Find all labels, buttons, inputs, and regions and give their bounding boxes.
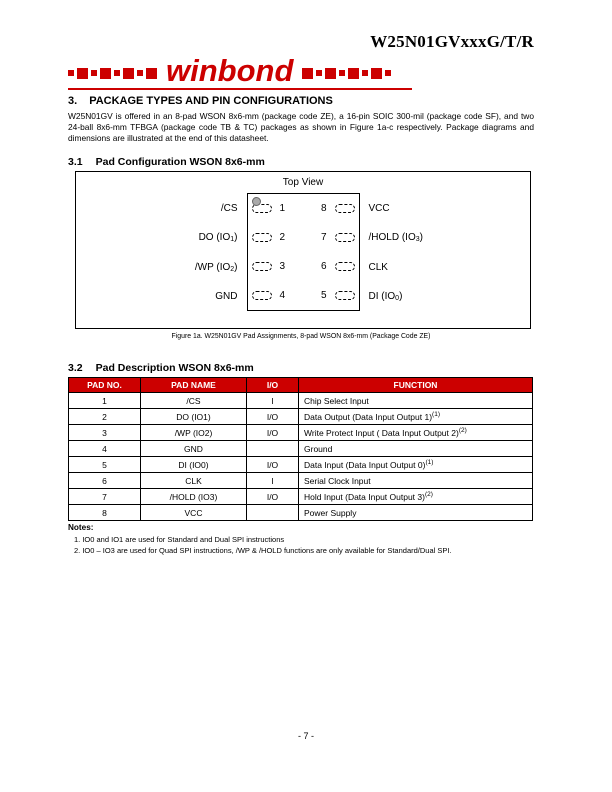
- table-row: [69, 393, 533, 409]
- cell-io: I/O: [247, 409, 299, 425]
- package-pin-row: [248, 223, 359, 252]
- diagram-title: Top View: [282, 177, 324, 188]
- section-3-2-heading: [68, 362, 254, 374]
- cell-function: Chip Select Input: [299, 393, 533, 409]
- section-3-2-number: 3.2: [68, 362, 83, 374]
- pin-number: 8: [320, 203, 327, 214]
- table-row: [69, 425, 533, 441]
- pin-label-wp: /WP (IO $_2$ ): [194, 261, 238, 273]
- note-item: 1. IO0 and IO1 are used for Standard and Dual SPI instructions: [74, 535, 285, 544]
- cell-pad-name: /CS: [141, 393, 247, 409]
- cell-function: Serial Clock Input: [299, 473, 533, 489]
- cell-function: Power Supply: [299, 505, 533, 521]
- pin-number: 7: [320, 232, 327, 243]
- pad-shape: [252, 233, 272, 242]
- cell-io: I: [247, 393, 299, 409]
- document-part-number: W25N01GVxxxG/T/R: [370, 32, 534, 51]
- cell-pad-name: /WP (IO2): [141, 425, 247, 441]
- section-3-1-number: 3.1: [68, 156, 83, 168]
- table-row: [69, 473, 533, 489]
- pin-label-clk: CLK: [368, 261, 388, 273]
- cell-function: Ground: [299, 441, 533, 457]
- table-row: [69, 457, 533, 473]
- table-row: [69, 409, 533, 425]
- cell-pad-name: DI (IO0): [141, 457, 247, 473]
- cell-pad-no: 4: [69, 441, 141, 457]
- cell-pad-no: 2: [69, 409, 141, 425]
- cell-function: Hold Input (Data Input Output 3)$^{(2)}$: [299, 489, 533, 505]
- cell-io: I/O: [247, 489, 299, 505]
- cell-pad-name: DO (IO1): [141, 409, 247, 425]
- pad-shape: [335, 204, 355, 213]
- pin-label-vcc: VCC: [368, 203, 390, 215]
- figure-caption: Figure 1a. W25N01GV Pad Assignments, 8-pad WSON 8x6-mm (Package Code ZE): [171, 333, 431, 340]
- pin-label-hold: /HOLD (IO $_3$ ): [368, 232, 423, 244]
- header-function: FUNCTION: [299, 378, 533, 393]
- winbond-logo: [68, 53, 391, 88]
- pin-label-gnd: GND: [215, 290, 238, 302]
- right-pin-labels: [360, 193, 518, 311]
- section-3-1-title: Pad Configuration WSON 8x6-mm: [95, 156, 265, 168]
- table-row: [69, 441, 533, 457]
- table-row: [69, 489, 533, 505]
- pin-number: 2: [279, 232, 286, 243]
- header-io: I/O: [247, 378, 299, 393]
- pad-shape: [335, 291, 355, 300]
- pin-label-do: DO (IO $_1$ ): [198, 232, 238, 244]
- pin-number: 6: [320, 261, 327, 272]
- cell-pad-no: 8: [69, 505, 141, 521]
- table-header-row: [69, 378, 533, 393]
- cell-function: Data Output (Data Input Output 1)$^{(1)}$: [299, 409, 533, 425]
- header-pad-no: PAD NO.: [69, 378, 141, 393]
- pad-shape: [252, 262, 272, 271]
- pin-label-di: DI (IO $_0$ ): [368, 290, 403, 302]
- table-row: [69, 505, 533, 521]
- pad-shape: [335, 262, 355, 271]
- pin1-marker-icon: [252, 197, 261, 206]
- cell-pad-no: 3: [69, 425, 141, 441]
- section-3-title: PACKAGE TYPES AND PIN CONFIGURATIONS: [89, 95, 333, 107]
- section-3-1-heading: [68, 156, 265, 168]
- pin-number: 1: [279, 203, 286, 214]
- package-pin-row: [248, 281, 359, 310]
- package-pin-row: [248, 252, 359, 281]
- cell-function: Data Input (Data Input Output 0)$^{(1)}$: [299, 457, 533, 473]
- cell-pad-no: 6: [69, 473, 141, 489]
- cell-function: Write Protect Input ( Data Input Output 2)$^{(2)}$: [299, 425, 533, 441]
- cell-io: I/O: [247, 425, 299, 441]
- logo-underline: [68, 88, 412, 90]
- cell-pad-name: GND: [141, 441, 247, 457]
- cell-pad-name: VCC: [141, 505, 247, 521]
- pad-shape: [335, 233, 355, 242]
- page-number: - 7 -: [297, 731, 314, 741]
- cell-io: I: [247, 473, 299, 489]
- cell-pad-no: 7: [69, 489, 141, 505]
- logo-squares-right: [302, 68, 391, 79]
- pad-shape: [252, 291, 272, 300]
- cell-pad-no: 1: [69, 393, 141, 409]
- cell-pad-no: 5: [69, 457, 141, 473]
- note-item: 2. IO0 – IO3 are used for Quad SPI instructions, /WP & /HOLD functions are only available for Standard/Dual SPI.: [74, 546, 452, 555]
- section-3-number: 3.: [68, 95, 78, 107]
- notes-label: Notes:: [68, 523, 94, 532]
- package-pin-row: [248, 194, 359, 223]
- logo-squares-left: [68, 68, 157, 79]
- logo-wordmark: winbond: [166, 53, 294, 88]
- left-pin-labels: [89, 193, 247, 311]
- pad-description-table: [68, 377, 533, 521]
- cell-pad-name: CLK: [141, 473, 247, 489]
- cell-io: [247, 505, 299, 521]
- pin-number: 5: [320, 290, 327, 301]
- pin-label-cs: /CS: [220, 203, 238, 215]
- cell-pad-name: /HOLD (IO3): [141, 489, 247, 505]
- section-3-heading: [68, 95, 333, 107]
- pad-configuration-diagram: [75, 171, 531, 329]
- header-pad-name: PAD NAME: [141, 378, 247, 393]
- section-3-2-title: Pad Description WSON 8x6-mm: [95, 362, 254, 374]
- intro-paragraph: W25N01GV is offered in an 8-pad WSON 8x6-mm (package code ZE), a 16-pin SOIC 300-mil (package code SF), and two 24-ball 8x6-mm TFBGA (package code TB & TC) packages as shown in Figure 1a-c respectively. Package diagrams and dimensions are illustrated at the end of this datasheet.: [68, 111, 534, 143]
- pin-number: 4: [279, 290, 286, 301]
- pin-number: 3: [279, 261, 286, 272]
- cell-io: [247, 441, 299, 457]
- package-outline: [247, 193, 360, 311]
- cell-io: I/O: [247, 457, 299, 473]
